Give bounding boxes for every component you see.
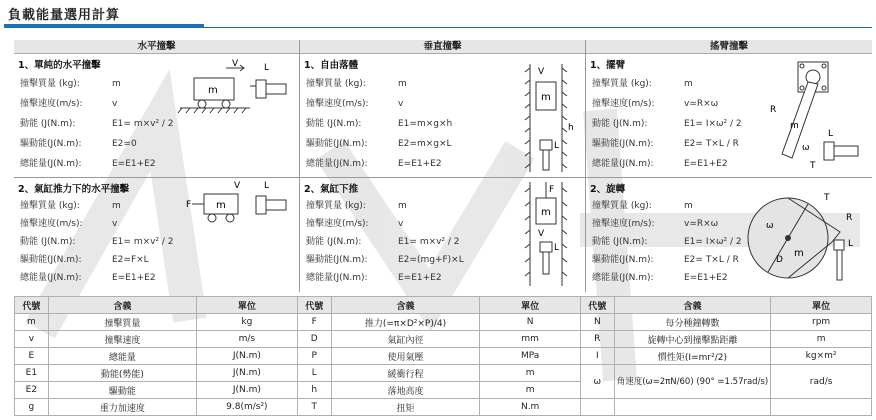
table-cell: I xyxy=(580,348,614,365)
header-cell: 單位 xyxy=(480,297,581,314)
row-drive xyxy=(306,252,464,265)
header-cell: 含義 xyxy=(614,297,770,314)
label: 撞擊速度(m/s): xyxy=(306,219,369,229)
row-kinetic xyxy=(306,116,452,129)
value: E1=m×g×h xyxy=(398,119,453,129)
table-cell: N.m xyxy=(480,399,581,416)
value: E=E1+E2 xyxy=(112,273,156,283)
table-row xyxy=(15,399,872,416)
panel-header: 垂直撞擊 xyxy=(300,40,585,54)
block-free-fall xyxy=(300,54,586,178)
panel-header: 搖臂撞擊 xyxy=(586,40,872,54)
header-cell: 單位 xyxy=(196,297,297,314)
table-cell: rad/s xyxy=(771,365,872,399)
panels xyxy=(14,40,872,292)
value: m xyxy=(684,79,693,89)
table-cell: 撞擊速度 xyxy=(48,331,196,348)
table-cell: 旋轉中心到撞擊點距離 xyxy=(614,331,770,348)
value: v xyxy=(398,99,404,109)
table-cell: 撞擊質量 xyxy=(48,314,196,331)
label: 撞擊質量 (kg): xyxy=(592,201,652,211)
table-cell: 緩衝行程 xyxy=(331,365,480,382)
block-swing xyxy=(586,54,872,178)
row-drive xyxy=(592,136,739,149)
label: 動能 (J(N.m): xyxy=(592,237,648,247)
table-cell: m xyxy=(15,314,49,331)
table-cell: rpm xyxy=(771,314,872,331)
table-cell: 扭矩 xyxy=(331,399,480,416)
table-row xyxy=(15,348,872,365)
label: 撞擊質量 (kg): xyxy=(20,201,80,211)
table-cell: D xyxy=(297,331,331,348)
rotation-diagram xyxy=(736,180,870,290)
value: E2=F×L xyxy=(112,255,149,265)
row-speed xyxy=(306,216,403,229)
label: 撞擊質量 (kg): xyxy=(592,79,652,89)
table-cell: 驅動能 xyxy=(48,382,196,399)
mass-label: m xyxy=(541,207,551,218)
value: m xyxy=(112,79,121,89)
table-cell: J(N.m) xyxy=(196,348,297,365)
row-total xyxy=(592,270,728,283)
title-rule xyxy=(4,27,872,28)
omega-label: ω xyxy=(766,221,774,231)
header-cell: 代號 xyxy=(580,297,614,314)
table-cell: N xyxy=(580,314,614,331)
table-row xyxy=(15,314,872,331)
row-total xyxy=(306,270,442,283)
value: E=E1+E2 xyxy=(112,159,156,169)
label: 驅動能(J(N.m): xyxy=(592,139,654,149)
table-cell xyxy=(580,399,614,416)
table-cell: kg×m² xyxy=(771,348,872,365)
omega-label: ω xyxy=(802,143,810,153)
mass-label: m xyxy=(216,200,226,211)
value: m xyxy=(112,201,121,211)
header-cell: 單位 xyxy=(771,297,872,314)
table-cell: 慣性矩(I=mr²/2) xyxy=(614,348,770,365)
row-drive xyxy=(20,136,137,149)
f-label: F xyxy=(549,185,555,195)
label: 動能 (J(N.m): xyxy=(306,237,362,247)
mass-label: m xyxy=(794,248,804,259)
row-mass xyxy=(20,76,121,89)
row-total xyxy=(20,270,156,283)
block-title: 2、氣缸下推 xyxy=(304,184,359,195)
table-cell xyxy=(614,399,770,416)
value: E1= m×v² / 2 xyxy=(398,237,460,247)
mass-label: m xyxy=(790,121,799,131)
table-cell: 9.8(m/s²) xyxy=(196,399,297,416)
block-title: 2、氣缸推力下的水平撞擊 xyxy=(18,184,130,195)
value: m xyxy=(398,79,407,89)
v-label: V xyxy=(232,59,239,69)
l-label: L xyxy=(264,181,270,191)
label: 動能 (J(N.m): xyxy=(20,119,76,129)
row-total xyxy=(592,156,728,169)
row-total xyxy=(306,156,442,169)
row-speed xyxy=(592,96,718,109)
row-speed xyxy=(20,216,117,229)
row-drive xyxy=(20,252,149,265)
value: E=E1+E2 xyxy=(684,159,728,169)
table-cell: kg xyxy=(196,314,297,331)
label: 驅動能(J(N.m): xyxy=(592,255,654,265)
header-cell: 含義 xyxy=(331,297,480,314)
r-label: R xyxy=(846,213,853,223)
value: m xyxy=(398,201,407,211)
table-cell: 重力加速度 xyxy=(48,399,196,416)
row-kinetic xyxy=(20,234,174,247)
swing-arm-diagram xyxy=(762,58,870,176)
label: 撞擊速度(m/s): xyxy=(592,219,655,229)
block-cylinder-horizontal xyxy=(14,178,300,292)
row-mass xyxy=(20,198,121,211)
table-cell: 動能(勢能) xyxy=(48,365,196,382)
label: 撞擊速度(m/s): xyxy=(20,219,83,229)
table-cell xyxy=(771,399,872,416)
table-cell: 使用氣壓 xyxy=(331,348,480,365)
value: E2=m×g×L xyxy=(398,139,452,149)
label: 總能量(J(N.m): xyxy=(20,159,82,169)
f-label: F xyxy=(186,200,192,210)
mass-label: m xyxy=(541,92,551,103)
row-kinetic xyxy=(592,234,742,247)
header-cell: 含義 xyxy=(48,297,196,314)
value: v xyxy=(112,99,118,109)
table-cell: 推力(=π×D²×P)/4) xyxy=(331,314,480,331)
parameter-table xyxy=(14,296,872,416)
block-title: 2、旋轉 xyxy=(590,184,626,195)
label: 總能量(J(N.m): xyxy=(20,273,82,283)
row-total xyxy=(20,156,156,169)
table-cell: m xyxy=(771,331,872,348)
value: E2=(mg+F)×L xyxy=(398,255,464,265)
row-speed xyxy=(20,96,117,109)
v-label: V xyxy=(538,67,545,77)
v-label: V xyxy=(538,229,545,239)
row-mass xyxy=(306,76,407,89)
cylinder-push-diagram xyxy=(164,180,294,230)
table-cell: 落地高度 xyxy=(331,382,480,399)
block-title: 1、擺臂 xyxy=(590,60,626,71)
table-cell: E2 xyxy=(15,382,49,399)
value: E2= T×L / R xyxy=(684,255,739,265)
cylinder-down-diagram xyxy=(516,180,582,288)
value: E1= I×ω² / 2 xyxy=(684,119,742,129)
value: E1= I×ω² / 2 xyxy=(684,237,742,247)
header-cell: 代號 xyxy=(15,297,49,314)
label: 動能 (J(N.m): xyxy=(20,237,76,247)
label: 動能 (J(N.m): xyxy=(306,119,362,129)
l-label: L xyxy=(828,129,834,139)
label: 撞擊質量 (kg): xyxy=(306,201,366,211)
label: 驅動能(J(N.m): xyxy=(20,255,82,265)
value: m xyxy=(684,201,693,211)
value: E=E1+E2 xyxy=(684,273,728,283)
table-cell: T xyxy=(297,399,331,416)
value: v=R×ω xyxy=(684,219,719,229)
d-label: D xyxy=(776,255,783,265)
value: E2=0 xyxy=(112,139,137,149)
table-cell: L xyxy=(297,365,331,382)
table-cell: 總能量 xyxy=(48,348,196,365)
panel-swing-arm xyxy=(586,40,872,292)
row-kinetic xyxy=(306,234,460,247)
row-kinetic xyxy=(592,116,742,129)
value: E=E1+E2 xyxy=(398,159,442,169)
table-cell: J(N.m) xyxy=(196,365,297,382)
value: v=R×ω xyxy=(684,99,719,109)
label: 總能量(J(N.m): xyxy=(306,159,368,169)
label: 總能量(J(N.m): xyxy=(592,159,654,169)
block-simple-horizontal xyxy=(14,54,300,178)
value: E1= m×v² / 2 xyxy=(112,119,174,129)
table-cell: N xyxy=(480,314,581,331)
cart-diagram xyxy=(164,58,294,118)
label: 驅動能(J(N.m): xyxy=(20,139,82,149)
label: 驅動能(J(N.m): xyxy=(306,139,368,149)
table-cell: P xyxy=(297,348,331,365)
table-cell: ω xyxy=(580,365,614,399)
value: E=E1+E2 xyxy=(398,273,442,283)
l-label: L xyxy=(554,243,560,253)
table-cell: h xyxy=(297,382,331,399)
label: 總能量(J(N.m): xyxy=(592,273,654,283)
table-cell: J(N.m) xyxy=(196,382,297,399)
block-title: 1、單純的水平撞擊 xyxy=(18,60,101,71)
table-header-row xyxy=(15,297,872,314)
label: 動能 (J(N.m): xyxy=(592,119,648,129)
block-rotation xyxy=(586,178,872,292)
table-cell: 氣缸內徑 xyxy=(331,331,480,348)
table-cell: 每分種鐘轉數 xyxy=(614,314,770,331)
panel-vertical xyxy=(300,40,586,292)
r-label: R xyxy=(770,105,777,115)
table-cell: mm xyxy=(480,331,581,348)
row-speed xyxy=(306,96,403,109)
row-kinetic xyxy=(20,116,174,129)
header-cell: 代號 xyxy=(297,297,331,314)
table-cell: F xyxy=(297,314,331,331)
table-row xyxy=(15,365,872,382)
l-label: L xyxy=(554,141,560,151)
free-fall-diagram xyxy=(516,60,582,176)
value: E2= T×L / R xyxy=(684,139,739,149)
value: v xyxy=(398,219,404,229)
l-label: L xyxy=(848,239,854,249)
label: 總能量(J(N.m): xyxy=(306,273,368,283)
table-cell: E1 xyxy=(15,365,49,382)
h-label: h xyxy=(568,123,574,133)
table-row xyxy=(15,331,872,348)
table-cell: R xyxy=(580,331,614,348)
row-mass xyxy=(306,198,407,211)
v-label: V xyxy=(234,181,241,191)
t-label: T xyxy=(810,161,816,171)
page-title: 負載能量選用計算 xyxy=(8,8,121,23)
label: 驅動能(J(N.m): xyxy=(306,255,368,265)
row-mass xyxy=(592,198,693,211)
row-drive xyxy=(306,136,452,149)
row-speed xyxy=(592,216,718,229)
value: E1= m×v² / 2 xyxy=(112,237,174,247)
table-cell: m xyxy=(480,365,581,382)
block-cylinder-down xyxy=(300,178,586,292)
mass-label: m xyxy=(208,85,218,96)
label: 撞擊速度(m/s): xyxy=(306,99,369,109)
table-cell: m/s xyxy=(196,331,297,348)
panel-horizontal xyxy=(14,40,300,292)
label: 撞擊速度(m/s): xyxy=(592,99,655,109)
label: 撞擊質量 (kg): xyxy=(306,79,366,89)
label: 撞擊速度(m/s): xyxy=(20,99,83,109)
block-title: 1、自由落體 xyxy=(304,60,359,71)
panel-header: 水平撞擊 xyxy=(14,40,299,54)
table-cell: g xyxy=(15,399,49,416)
label: 撞擊質量 (kg): xyxy=(20,79,80,89)
l-label: L xyxy=(264,63,270,73)
table-cell: 角速度(ω=2πN/60) (90° =1.57rad/s) xyxy=(614,365,770,399)
row-mass xyxy=(592,76,693,89)
table-cell: m xyxy=(480,382,581,399)
t-label: T xyxy=(824,193,830,203)
row-drive xyxy=(592,252,739,265)
value: v xyxy=(112,219,118,229)
table-cell: E xyxy=(15,348,49,365)
table-cell: v xyxy=(15,331,49,348)
table-cell: MPa xyxy=(480,348,581,365)
